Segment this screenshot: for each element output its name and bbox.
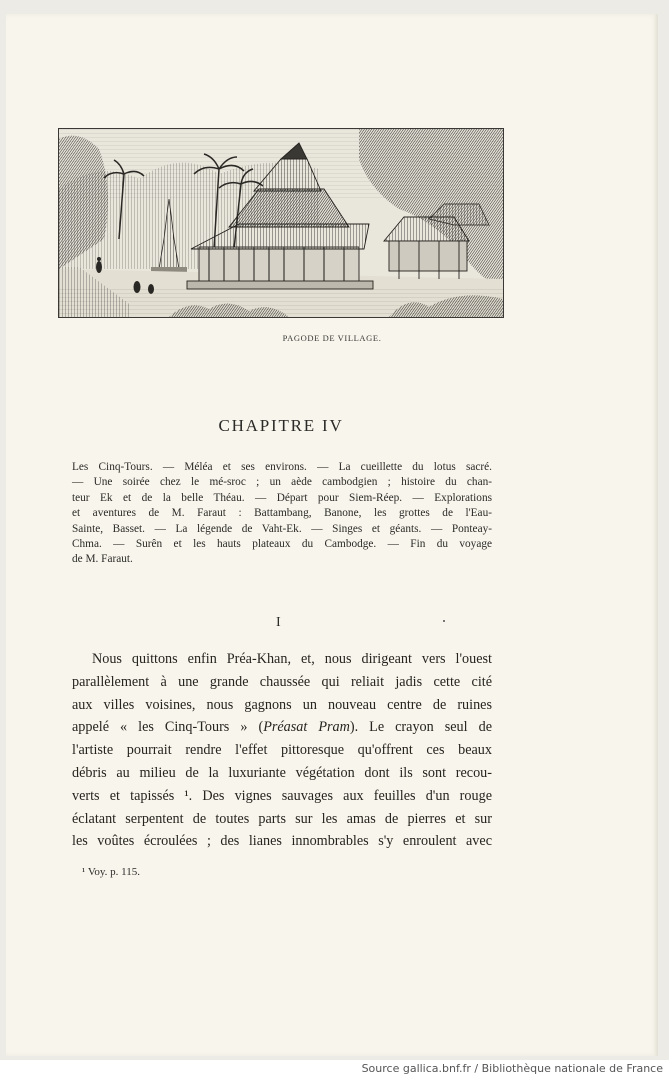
section-number: I [276, 615, 281, 630]
body-line: éclatant serpentent de toutes parts sur les amas de pierres et sur [72, 810, 492, 827]
body-paragraph [72, 648, 492, 853]
source-attribution: Source gallica.bnf.fr / Bibliothèque nationale de France [361, 1062, 663, 1075]
body-line: parallèlement à une grande chaussée qui reliait jadis cette cité [72, 673, 492, 690]
body-line: aux villes voisines, nous gagnons un nouveau centre de ruines [72, 696, 492, 713]
summary-line: Chma. — Surên et les hauts plateaux du Cambodge. — Fin du voyage [72, 538, 492, 551]
body-line: les voûtes écroulées ; des lianes innombrables s'y enroulent avec [72, 833, 492, 850]
page-edge [654, 14, 658, 1056]
summary-line: de M. Faraut. [72, 553, 133, 566]
illustration-caption: PAGODE DE VILLAGE. [282, 333, 382, 343]
summary-line: Les Cinq-Tours. — Méléa et ses environs. — La cueillette du lotus sacré. [72, 461, 492, 473]
body-line: débris au milieu de la luxuriante végétation dont ils sont recou- [72, 764, 492, 781]
body-line: Nous quittons enfin Préa-Khan, et, nous dirigeant vers l'ouest [92, 651, 492, 667]
body-line: verts et tapissés ¹. Des vignes sauvages aux feuilles d'un rouge [72, 787, 492, 804]
body-line [72, 716, 492, 739]
summary-line: teur Ek et de la belle Théau. — Départ pour Siem-Réep. — Explorations [72, 491, 492, 504]
page-speck [443, 620, 445, 622]
pagoda-engraving [58, 128, 504, 318]
summary-line: et aventures de M. Faraut : Battambang, Banone, les grottes de l'Eau- [72, 507, 492, 520]
summary-line: — Une soirée chez le mé-sroc ; un aède cambodgien ; histoire du chan- [72, 476, 492, 489]
footnote: ¹ Voy. p. 115. [82, 866, 141, 878]
body-line: l'artiste pourrait rendre l'effet pittoresque qu'offrent ces beaux [72, 742, 492, 759]
summary-line: Sainte, Basset. — La légende de Vaht-Ek. — Singes et géants. — Ponteay- [72, 522, 492, 535]
chapter-summary [72, 460, 492, 568]
italic-place-name: Préasat Pram [263, 719, 350, 736]
book-page [6, 14, 658, 1056]
pagoda-illustration-svg [59, 129, 503, 317]
body-line-start: appelé « les Cinq-Tours » ( [72, 719, 264, 736]
chapter-title: CHAPITRE IV [218, 416, 344, 435]
source-bar [0, 1060, 669, 1080]
body-line-end: ). Le crayon seul de [349, 719, 492, 736]
